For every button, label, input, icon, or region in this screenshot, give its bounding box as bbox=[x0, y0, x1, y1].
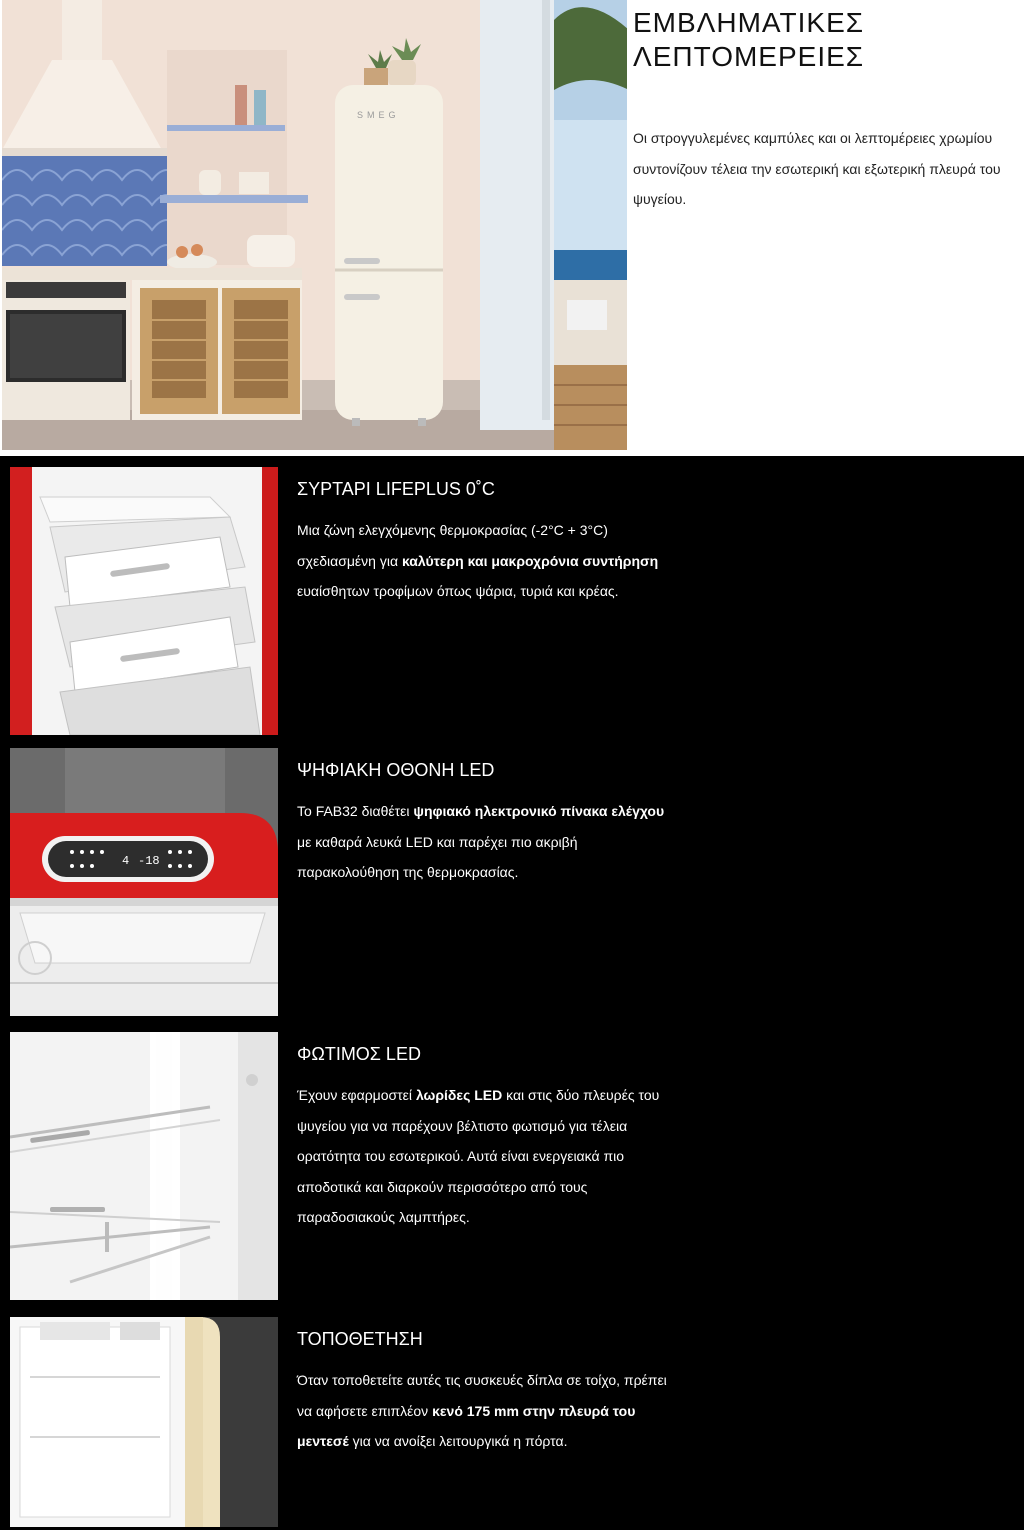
feature-description bbox=[297, 515, 677, 607]
feature-text-part: για να ανοίξει λειτουργικά η πόρτα. bbox=[348, 1433, 568, 1449]
feature-title: ΦΩΤΙΜΟΣ LED bbox=[297, 1044, 421, 1064]
hero-title-line1: ΕΜΒΛΗΜΑΤΙΚΕΣ bbox=[633, 7, 865, 38]
feature-led-display bbox=[0, 748, 1024, 1030]
hero-description: Οι στρογγυλεμένες καμπύλες και οι λεπτομέρειες χρωμίου συντονίζουν τέλεια την εσωτερική και εξωτερική πλευρά του ψυγείου. bbox=[633, 130, 1001, 207]
kitchen-photo bbox=[2, 0, 627, 450]
display-temp-fridge: 4 bbox=[122, 854, 130, 868]
hero-title bbox=[633, 6, 1013, 74]
hero-section bbox=[0, 0, 1024, 456]
hero-title-line2: ΛΕΠΤΟΜΕΡΕΙΕΣ bbox=[633, 41, 865, 72]
feature-lifeplus-drawer bbox=[0, 467, 1024, 749]
lifeplus-drawer-photo bbox=[10, 467, 278, 735]
feature-title: ΤΟΠΟΘΕΤΗΣΗ bbox=[297, 1329, 423, 1349]
feature-title: ΨΗΦΙΑΚΗ ΟΘΟΝΗ LED bbox=[297, 760, 495, 780]
feature-text-bold: κενό 175 mm στην πλευρά του μεντεσέ bbox=[297, 1402, 636, 1449]
feature-description bbox=[297, 1080, 677, 1233]
feature-installation bbox=[0, 1317, 1024, 1530]
feature-text-bold: λωρίδες LED bbox=[415, 1087, 503, 1103]
feature-text-bold: ψηφιακό ηλεκτρονικό πίνακα ελέγχου bbox=[413, 803, 665, 819]
feature-text-part: ευαίσθητων τροφίμων όπως ψάρια, τυριά και κρέας. bbox=[297, 583, 619, 599]
display-temp-freezer: -18 bbox=[138, 854, 160, 868]
fridge-brand-logo: SMEG bbox=[357, 110, 400, 120]
feature-description bbox=[297, 1365, 677, 1457]
feature-description bbox=[297, 796, 677, 888]
led-lighting-photo bbox=[10, 1032, 278, 1300]
feature-text-part: με καθαρά λευκά LED και παρέχει πιο ακριβή παρακολούθηση της θερμοκρασίας. bbox=[297, 833, 578, 880]
feature-text-bold: καλύτερη και μακροχρόνια συντήρηση bbox=[401, 552, 659, 569]
installation-photo bbox=[10, 1317, 278, 1527]
feature-text-part: και στις δύο πλευρές του ψυγείου για να παρέχουν βέλτιστο φωτισμό για τέλεια ορατότητα του εσωτερικού. Αυτά είναι ενεργειακά πιο αποδοτικά και διαρκούν περισσότερο από τους παραδοσιακούς λαμπτήρες. bbox=[297, 1087, 660, 1225]
led-display-photo bbox=[10, 748, 278, 1016]
feature-text-part: Όταν τοποθετείτε αυτές τις συσκευές δίπλα σε τοίχο, πρέπει να αφήσετε επιπλέον bbox=[297, 1372, 667, 1419]
feature-text-part: Το FAB32 διαθέτει bbox=[297, 803, 414, 819]
feature-text-part: Έχουν εφαρμοστεί bbox=[297, 1087, 416, 1103]
feature-text-part: Μια ζώνη ελεγχόμενης θερμοκρασίας (-2°C + 3°C) σχεδιασμένη για bbox=[297, 522, 608, 569]
feature-title: ΣΥΡΤΑΡΙ LIFEPLUS 0˚C bbox=[297, 479, 495, 499]
feature-led-lighting bbox=[0, 1032, 1024, 1314]
